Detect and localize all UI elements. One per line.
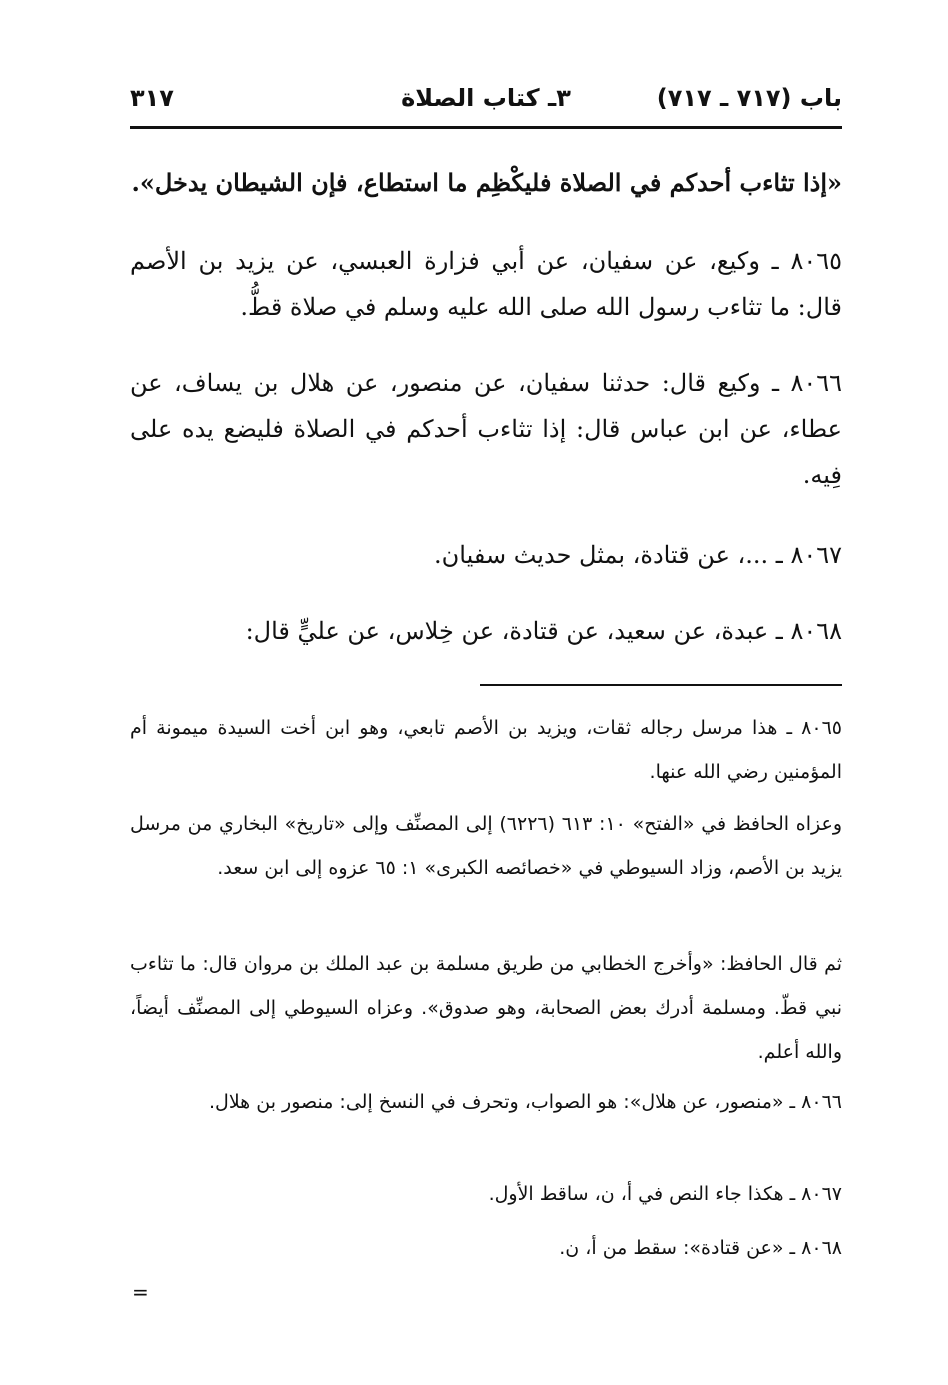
hadith-8067: ٨٠٦٧ ـ ...، عن قتادة، بمثل حديث سفيان. bbox=[434, 541, 842, 569]
page-number: ٣١٧ bbox=[130, 84, 174, 112]
header-divider bbox=[130, 126, 842, 129]
hadith-8066: ٨٠٦٦ ـ وكيع قال: حدثنا سفيان، عن منصور، عن هلال بن يساف، عن عطاء، عن ابن عباس قال: إذا تثاءب أحدكم في الصلاة فليضع يده على فِيه. bbox=[130, 369, 842, 489]
footnote-8065-part2: وعزاه الحافظ في «الفتح» ١٠: ٦١٣ (٦٢٢٦) إلى المصنِّف وإلى «تاريخ» البخاري من مرسل يزيد بن الأصم، وزاد السيوطي في «خصائصه الكبرى» ١: ٦٥ عزوه إلى ابن سعد. bbox=[130, 813, 842, 879]
footnote-8067: ٨٠٦٧ ـ هكذا جاء النص في أ، ن، ساقط الأول. bbox=[488, 1183, 842, 1205]
book-title: ٣ـ كتاب الصلاة bbox=[401, 84, 571, 112]
footnote-8066: ٨٠٦٦ ـ «منصور، عن هلال»: هو الصواب، وتحرف في النسخ إلى: منصور بن هلال. bbox=[208, 1091, 842, 1113]
footnote-8068: ٨٠٦٨ ـ «عن قتادة»: سقط من أ، ن. bbox=[559, 1237, 842, 1259]
running-header bbox=[130, 78, 842, 118]
hadith-8065: ٨٠٦٥ ـ وكيع، عن سفيان، عن أبي فزارة العبسي، عن يزيد بن الأصم قال: ما تثاءب رسول الله صلى الله عليه وسلم في صلاة قطُّ. bbox=[130, 247, 842, 321]
hadith-8068: ٨٠٦٨ ـ عبدة، عن سعيد، عن قتادة، عن خِلاس، عن عليٍّ قال: bbox=[245, 617, 842, 645]
continuation-mark: = bbox=[132, 1280, 149, 1304]
footnote-divider bbox=[480, 684, 842, 686]
footnote-8065-part3: ثم قال الحافظ: «وأخرج الخطابي من طريق مسلمة بن عبد الملك بن مروان قال: ما تثاءب نبي قطّ. ومسلمة أدرك بعض الصحابة، وهو صدوق». وعزاه السيوطي إلى المصنِّف أيضاً، والله أعلم. bbox=[130, 953, 842, 1063]
chapter-reference: باب (٧١٧ ـ ٧١٧) bbox=[656, 84, 842, 112]
quote-line: «إذا تثاءب أحدكم في الصلاة فليكْظِم ما استطاع، فإن الشيطان يدخل». bbox=[131, 168, 842, 197]
footnote-8065-part1: ٨٠٦٥ ـ هذا مرسل رجاله ثقات، ويزيد بن الأصم تابعي، وهو ابن أخت السيدة ميمونة أم المؤمنين رضي الله عنها. bbox=[130, 717, 842, 783]
page-header bbox=[130, 78, 842, 118]
